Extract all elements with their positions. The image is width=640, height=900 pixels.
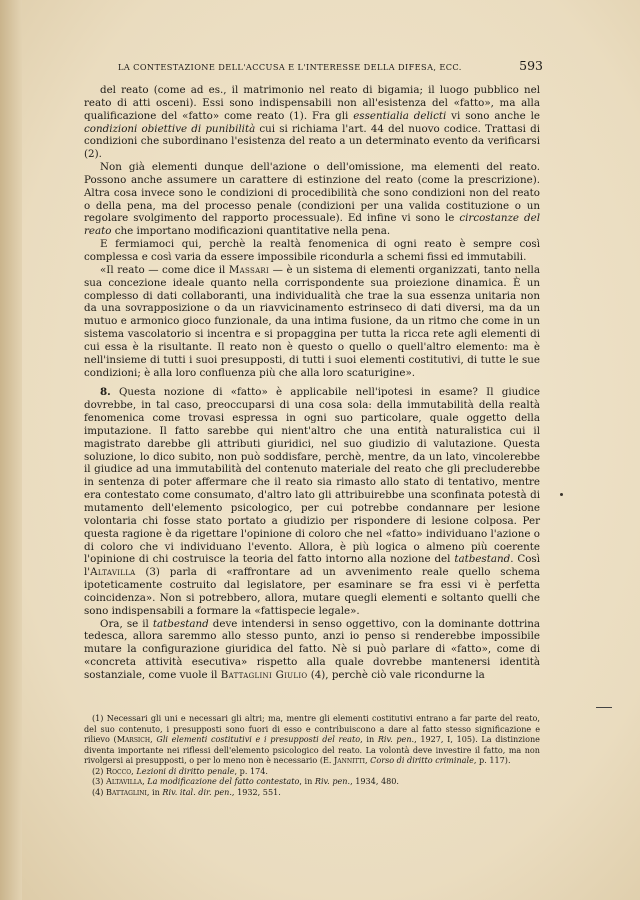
main-text xyxy=(84,84,540,682)
running-title: LA CONTESTAZIONE DELL'ACCUSA E L'INTERESSE DELLA DIFESA, ECC. xyxy=(118,62,462,72)
page-spine-shadow xyxy=(0,0,22,900)
footnote-1: (1) Necessari gli uni e necessari gli altri; ma, mentre gli elementi costitutivi entrano a far parte del reato, del suo contenuto, i presupposti sono fuori di esso e contribuiscono a dare al fatto stesso significazione e rilievo (Marsich, Gli elementi costitutivi e i presupposti del reato, in Riv. pen., 1927, I, 105). La distinzione diventa importante nei riflessi dell'elemento psicologico del reato. La volontà deve investire il fatto, ma non rivolgersi ai presupposti, o per lo meno non è necessario (E. Jannitti, Corso di diritto criminale, p. 117). xyxy=(84,713,540,765)
paragraph-4-quote: «Il reato — come dice il Massari — è un sistema di elementi organizzati, tanto nella sua concezione ideale quanto nella corrispondente sua proiezione dinamica. È un complesso di dati collaboranti, una individualità che trae la sua essenza unitaria non da una sovrapposizione o da un riavvicinamento estrinseco di dati diversi, ma da un mutuo e armonico gioco funzionale, da una intima fusione, da un ritmo che come in un sistema vascolatorio si incentra e si propaggina per tutta la ricca rete agli elementi di cui essa è la risultante. Il reato non è questo o quello o quell'altro elemento: ma è nell'insieme di tutti i suoi presupposti, di tutti i suoi elementi costitutivi, di tutte le sue condizioni; è alla loro confluenza più che alla loro scaturigine». xyxy=(84,263,540,379)
paragraph-2: Non già elementi dunque dell'azione o dell'omissione, ma elementi del reato. Possono anche assumere un carattere di estinzione del reato (come la prescrizione). Altra cosa invece sono le condizioni di procedibilità che sono condizioni non del reato o della pena, ma del processo penale (condizioni per una valida costituzione o un regolare svolgimento del rapporto processuale). Ed infine vi sono le circostanze del reato che importano modificazioni quantitative nella pena. xyxy=(84,161,540,238)
paragraph-1: del reato (come ad es., il matrimonio nel reato di bigamia; il luogo pubblico nel reato di atti osceni). Essi sono indispensabili non all'esistenza del «fatto», ma alla qualificazione del «fatto» come reato (1). Fra gli essentialia delicti vi sono anche le condizioni obiettive di punibilità cui si richiama l'art. 44 del nuovo codice. Trattasi di condizioni che subordinano l'esistenza del reato a un determinato evento da verificarsi (2). xyxy=(84,84,540,161)
footnotes xyxy=(84,713,540,797)
paragraph-3: E fermiamoci qui, perchè la realtà fenomenica di ogni reato è sempre così complessa e così varia da essere impossibile ricondurla a schemi fissi ed immutabili. xyxy=(84,238,540,263)
footnote-4: (4) Battaglini, in Riv. ital. dir. pen., 1932, 551. xyxy=(92,786,281,797)
footnote-3: (3) Altavilla, La modificazione del fatto contestato, in Riv. pen., 1934, 480. xyxy=(92,776,399,786)
page-header xyxy=(118,58,543,76)
footnote-2: (2) Rocco, Lezioni di diritto penale, p. 174. xyxy=(92,765,269,776)
page-number: 593 xyxy=(519,58,543,73)
print-speck xyxy=(560,493,563,496)
section-number: 8. xyxy=(100,386,111,399)
paragraph-5-section-8: 8. Questa nozione di «fatto» è applicabile nell'ipotesi in esame? Il giudice dovrebbe, in tal caso, preoccuparsi di una cosa sola: della immutabilità della realtà fenomenica come trovasi espressa in ogni suo particolare, quale oggetto della imputazione. Il fatto sarebbe qui nient'altro che una entità naturalistica cui il magistrato darebbe gli attributi giuridici, nel suo giudizio di valutazione. Questa soluzione, lo dico subito, non può soddisfare, perchè, mentre, da un lato, vincolerebbe il giudice ad una immutabilità del contenuto materiale del reato che gli precluderebbe in sentenza di poter affermare che il reato sia rimasto allo stato di tentativo, mentre era contestato come consumato, d'altro lato gli attribuirebbe una sconfinata potestà di mutamento dell'elemento psicologico, per cui potrebbe condannare per lesione volontaria chi fosse stato portato a giudizio per rispondere di lesione colposa. Per questa ragione è da rigettare l'opinione di coloro che nel «fatto» individuano l'azione o di coloro che vi individuano l'evento. Allora, è più logica o almeno più coerente l'opinione di chi costruisce la teoria del fatto intorno alla nozione del tatbestand. Così l'Altavilla (3) parla di «raffrontare ad un avvenimento reale quello schema ipoteticamente costruito dal legislatore, per esaminare se fra essi vi è perfetta coincidenza». Non si potrebbero, allora, mutare quegli elementi e soltanto quelli che sono indispensabili a formare la «fattispecie legale». xyxy=(84,386,540,617)
footnote-rule xyxy=(596,707,612,708)
paragraph-6: Ora, se il tatbestand deve intendersi in senso oggettivo, con la dominante dottrina tedesca, allora saremmo allo stesso punto, anzi io penso si renderebbe impossibile mutare la configurazione giuridica del fatto. Nè si può parlare di «fatto», come di «concreta attività esecutiva» rispetto alla quale dovrebbe mantenersi identità sostanziale, come vuole il Battaglini Giulio (4), perchè ciò vale ricondurne la xyxy=(84,617,541,681)
